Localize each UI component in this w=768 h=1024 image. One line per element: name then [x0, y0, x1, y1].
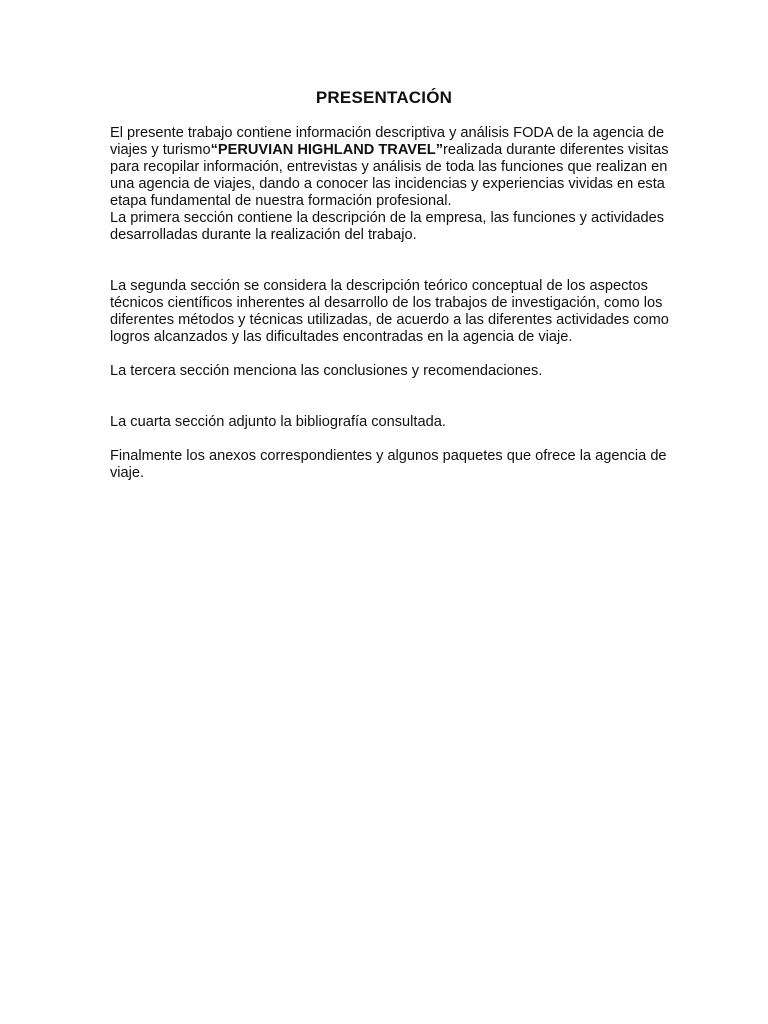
intro-text-before: El presente trabajo contiene información descriptiva y análisis FODA de la agencia de viajes y turismo [110, 125, 665, 158]
paragraph-spacer [110, 244, 670, 278]
document-body [110, 125, 670, 482]
paragraph-annexes: Finalmente los anexos correspondientes y algunos paquetes que ofrece la agencia de viaje. [110, 448, 667, 481]
intro-paragraph [110, 125, 670, 210]
intro-text-after: realizada durante diferentes visitas para recopilar información, entrevistas y análisis de toda las funciones que realizan en una agencia de viajes, dando a conocer las incidencias y experiencias vividas en esta etapa fundamental de nuestra formación profesional. [110, 142, 669, 209]
agency-name: “PERUVIAN HIGHLAND TRAVEL” [210, 142, 443, 158]
paragraph-spacer [110, 431, 670, 448]
paragraph-second-section: La segunda sección se considera la descripción teórico conceptual de los aspectos técnicos científicos inherentes al desarrollo de los trabajos de investigación, como los diferentes métodos y técnicas utilizadas, de acuerdo a las diferentes actividades como logros alcanzados y las dificultades encontradas en la agencia de viaje. [110, 278, 669, 345]
page-title: PRESENTACIÓN [315, 88, 453, 107]
paragraph-spacer [110, 380, 670, 414]
paragraph-fourth-section: La cuarta sección adjunto la bibliografía consultada. [110, 414, 446, 430]
paragraph-spacer [110, 346, 670, 363]
paragraph-third-section: La tercera sección menciona las conclusiones y recomendaciones. [110, 363, 543, 379]
paragraph-first-section: La primera sección contiene la descripción de la empresa, las funciones y actividades desarrolladas durante la realización del trabajo. [110, 210, 665, 243]
